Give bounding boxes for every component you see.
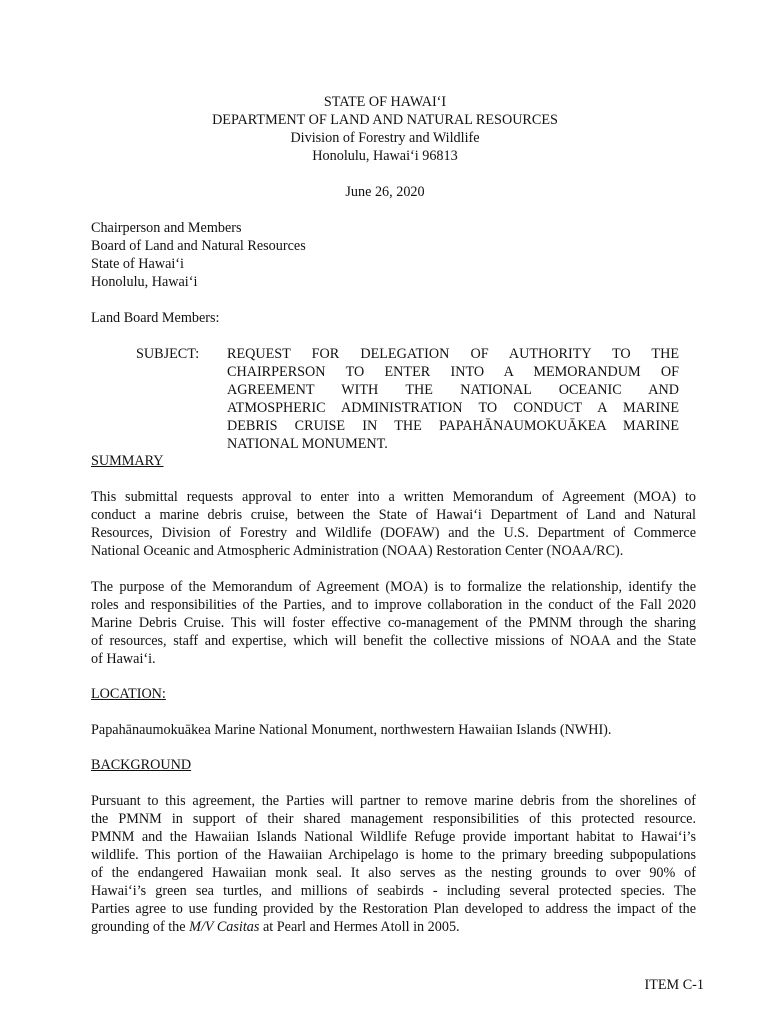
background-last-line-post: at Pearl and Hermes Atoll in 2005. — [259, 919, 460, 935]
background-line: Pursuant to this agreement, the Parties will partner to remove marine debris from the shorelines of — [91, 793, 696, 809]
background-line: of the endangered Hawaiian monk seal. It also serves as the nesting grounds to over 90% of — [91, 865, 696, 881]
header-state: STATE OF HAWAI‘I — [323, 94, 447, 110]
letter-date: June 26, 2020 — [345, 184, 425, 200]
subject-line: NATIONAL MONUMENT. — [227, 436, 388, 452]
summary-heading: SUMMARY — [91, 453, 164, 469]
background-line: Hawai‘i’s green sea turtles, and millions of seabirds - including several protected species. The — [91, 883, 696, 899]
vessel-name: M/V Casitas — [189, 919, 260, 935]
subject-line: AGREEMENT WITH THE NATIONAL OCEANIC AND — [227, 382, 679, 398]
summary-para2-line: of Hawai‘i. — [91, 651, 156, 667]
subject-label: SUBJECT: — [136, 346, 200, 362]
background-line: PMNM and the Hawaiian Islands National Wildlife Refuge provide important habitat to Hawai‘i’s — [91, 829, 696, 845]
background-heading: BACKGROUND — [91, 757, 192, 773]
summary-para1-line: conduct a marine debris cruise, between the State of Hawai‘i Department of Land and Natural — [91, 507, 696, 523]
location-text: Papahānaumokuākea Marine National Monument, northwestern Hawaiian Islands (NWHI). — [91, 722, 612, 738]
addressee-line: Board of Land and Natural Resources — [91, 238, 306, 254]
salutation: Land Board Members: — [91, 310, 220, 326]
header-department: DEPARTMENT OF LAND AND NATURAL RESOURCES — [212, 112, 558, 128]
subject-line: CHAIRPERSON TO ENTER INTO A MEMORANDUM OF — [227, 364, 679, 380]
summary-para2-line: of resources, staff and expertise, which will benefit the collective missions of NOAA and the State — [91, 633, 696, 649]
addressee-line: State of Hawai‘i — [91, 256, 184, 272]
summary-para2-line: The purpose of the Memorandum of Agreement (MOA) is to formalize the relationship, identify the — [91, 579, 696, 595]
addressee-line: Chairperson and Members — [91, 220, 242, 236]
summary-para2-line: roles and responsibilities of the Parties, and to improve collaboration in the conduct of the Fall 2020 — [91, 597, 696, 613]
location-heading: LOCATION: — [91, 686, 166, 702]
background-line: Parties agree to use funding provided by the Restoration Plan developed to address the impact of the — [91, 901, 696, 917]
addressee-line: Honolulu, Hawai‘i — [91, 274, 198, 290]
header-division: Division of Forestry and Wildlife — [290, 130, 480, 146]
summary-para1-line: National Oceanic and Atmospheric Administration (NOAA) Restoration Center (NOAA/RC). — [91, 543, 624, 559]
subject-line: REQUEST FOR DELEGATION OF AUTHORITY TO THE — [227, 346, 679, 362]
summary-para1-line: Resources, Division of Forestry and Wildlife (DOFAW) and the U.S. Department of Commerce — [91, 525, 696, 541]
subject-line: DEBRIS CRUISE IN THE PAPAHĀNAUMOKUĀKEA MARINE — [227, 418, 679, 434]
background-line: the PMNM in support of their shared management responsibilities of this protected resource. — [91, 811, 696, 827]
header-city: Honolulu, Hawai‘i 96813 — [312, 148, 458, 164]
summary-para2-line: Marine Debris Cruise. This will foster effective co-management of the PMNM through the sharing — [91, 615, 696, 631]
item-number: ITEM C-1 — [644, 977, 704, 993]
summary-para1-line: This submittal requests approval to enter into a written Memorandum of Agreement (MOA) to — [91, 489, 696, 505]
background-last-line-pre: grounding of the — [91, 919, 190, 935]
subject-line: ATMOSPHERIC ADMINISTRATION TO CONDUCT A MARINE — [227, 400, 679, 416]
background-last-line — [91, 918, 460, 936]
background-line: wildlife. This portion of the Hawaiian Archipelago is home to the primary breeding subpopulations — [91, 847, 696, 863]
